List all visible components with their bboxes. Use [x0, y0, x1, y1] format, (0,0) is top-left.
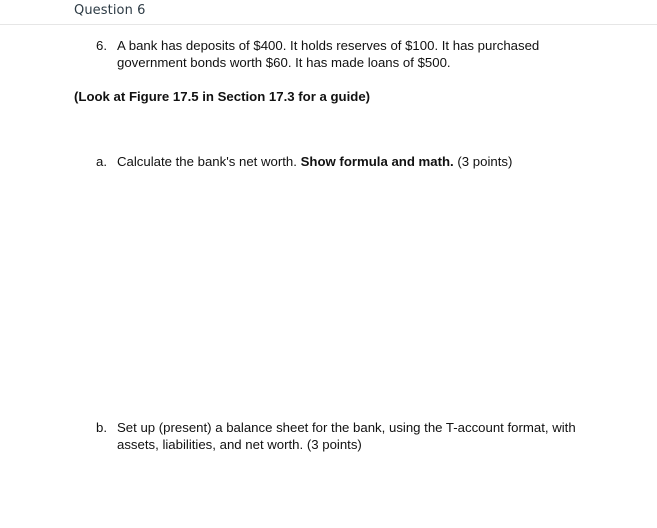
part-b-text-line-2: assets, liabilities, and net worth. (3 points)	[117, 437, 362, 452]
question-text	[117, 37, 607, 71]
question-text-line-1: A bank has deposits of $400. It holds reserves of $100. It has purchased	[117, 38, 540, 53]
part-a-instruction: Calculate the bank's net worth.	[117, 154, 301, 169]
part-b-letter: b.	[96, 420, 107, 435]
part-b-text	[117, 419, 632, 453]
question-title: Question 6	[74, 3, 146, 18]
figure-guide-note: (Look at Figure 17.5 in Section 17.3 for a guide)	[74, 89, 371, 104]
question-number: 6.	[96, 38, 107, 53]
part-a-letter: a.	[96, 154, 107, 169]
question-text-line-2: government bonds worth $60. It has made loans of $500.	[117, 55, 451, 70]
part-a-points: (3 points)	[453, 154, 513, 169]
part-a-emphasis: Show formula and math.	[300, 154, 454, 169]
part-b-text-line-1: Set up (present) a balance sheet for the bank, using the T-account format, with	[117, 420, 576, 435]
question-header	[0, 0, 657, 25]
part-a-text	[117, 153, 632, 170]
